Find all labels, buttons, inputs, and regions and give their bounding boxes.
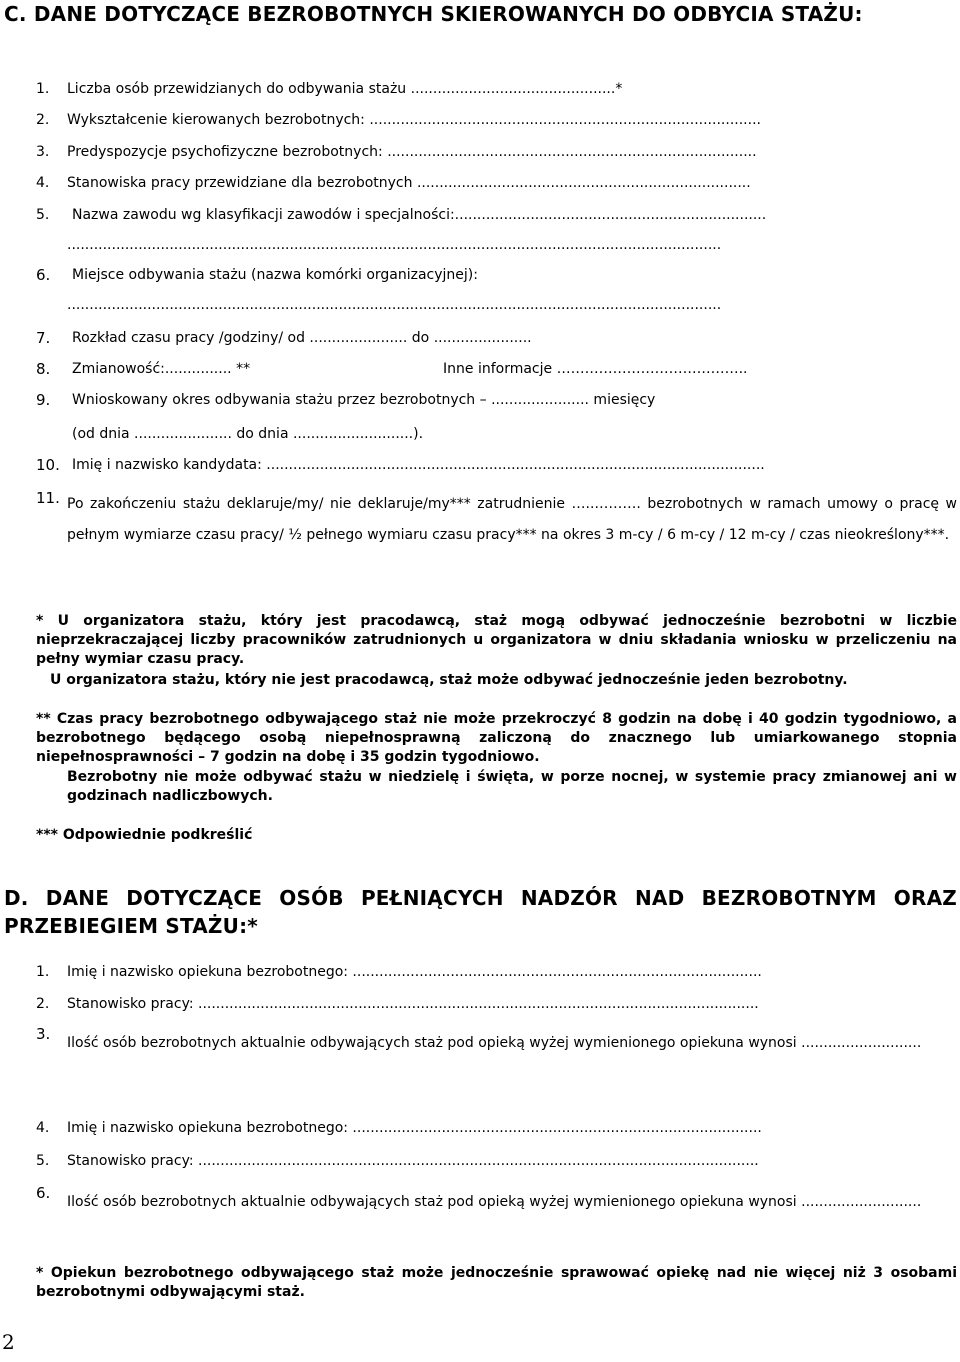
item-c8-text: Zmianowość:............... ** <box>72 361 251 377</box>
item-c3-text: Predyspozycje psychofizyczne bezrobotnych: ................................................................................... <box>67 144 757 160</box>
item-c10-text: Imię i nazwisko kandydata: ................................................................................................................ <box>72 457 765 473</box>
item-c7-text: Rozkład czasu pracy /godziny/ od ...................... do ...................... <box>72 330 532 346</box>
item-c4-text: Stanowiska pracy przewidziane dla bezrobotnych ........................................................................... <box>67 175 751 191</box>
item-d3-num: 3. <box>36 1025 51 1043</box>
item-d4-num: 4. <box>36 1120 50 1136</box>
item-c11-num: 11. <box>36 489 60 507</box>
section-d-title: D. DANE DOTYCZĄCE OSÓB PEŁNIĄCYCH NADZÓR NAD BEZROBOTNYM ORAZ PRZEBIEGIEM STAŻU:* <box>4 886 957 938</box>
item-c6-num: 6. <box>36 266 51 284</box>
item-d5-num: 5. <box>36 1153 50 1169</box>
note-1b: U organizatora stażu, który nie jest pracodawcą, staż może odbywać jednocześnie jeden bezrobotny. <box>50 672 848 688</box>
item-c8-other-info: Inne informacje ………………………………….. <box>443 361 748 377</box>
item-c3-num: 3. <box>36 144 50 160</box>
section-d-note: * Opiekun bezrobotnego odbywającego staż może jednocześnie sprawować opiekę nad nie więcej niż 3 osobami bezrobotnymi odbywającymi staż. <box>36 1265 957 1300</box>
item-c5-continuation: ................................................................................................................................................... <box>67 237 722 253</box>
item-d1-text: Imię i nazwisko opiekuna bezrobotnego: ............................................................................................ <box>67 964 762 980</box>
item-c9-continuation: (od dnia ...................... do dnia ...........................). <box>72 426 424 442</box>
item-c4-num: 4. <box>36 175 50 191</box>
item-c9-text: Wnioskowany okres odbywania stażu przez bezrobotnych – ...................... miesięcy <box>72 392 656 408</box>
item-d3-text: Ilość osób bezrobotnych aktualnie odbywających staż pod opieką wyżej wymienionego opiekuna wynosi ........................... <box>67 1035 922 1051</box>
item-c6-continuation: ................................................................................................................................................... <box>67 297 722 313</box>
section-c-title: C. DANE DOTYCZĄCE BEZROBOTNYCH SKIEROWANYCH DO ODBYCIA STAŻU: <box>4 2 863 26</box>
item-d4-text: Imię i nazwisko opiekuna bezrobotnego: ............................................................................................ <box>67 1120 762 1136</box>
item-c5-num: 5. <box>36 207 50 223</box>
item-c5-text: Nazwa zawodu wg klasyfikacji zawodów i specjalności:...................................................................... <box>72 207 767 223</box>
item-c2-text: Wykształcenie kierowanych bezrobotnych: ........................................................................................ <box>67 112 761 128</box>
item-c11-text: Po zakończeniu stażu deklaruje/my/ nie deklaruje/my*** zatrudnienie …..………. bezrobotnych w ramach umowy o pracę w pełnym wymiarze czasu pracy/ ½ pełnego wymiaru czasu pracy*** na okres 3 m-cy / 6 m-cy / 12 m-cy / czas nieokreślony***. <box>67 496 957 543</box>
note-2b: Bezrobotny nie może odbywać stażu w niedzielę i święta, w porze nocnej, w systemie pracy zmianowej ani w godzinach nadliczbowych. <box>67 769 957 804</box>
item-c7-num: 7. <box>36 329 51 347</box>
item-c1-text: Liczba osób przewidzianych do odbywania stażu ..............................................* <box>67 81 623 97</box>
item-d1-num: 1. <box>36 964 50 980</box>
item-d6-num: 6. <box>36 1184 51 1202</box>
item-c1-num: 1. <box>36 81 50 97</box>
page-number: 2 <box>2 1330 15 1354</box>
item-c2-num: 2. <box>36 112 50 128</box>
item-d5-text: Stanowisko pracy: .............................................................................................................................. <box>67 1153 759 1169</box>
item-d2-text: Stanowisko pracy: .............................................................................................................................. <box>67 996 759 1012</box>
note-2: ** Czas pracy bezrobotnego odbywającego staż nie może przekroczyć 8 godzin na dobę i 40 godzin tygodniowo, a bezrobotnego będącego osobą niepełnosprawną zaliczoną do znacznego lub umiarkowanego stopnia niepełnosprawności – 7 godzin na dobę i 35 godzin tygodniowo. <box>36 711 957 765</box>
note-3: *** Odpowiednie podkreślić <box>36 827 253 843</box>
item-c9-num: 9. <box>36 391 51 409</box>
item-c6-text: Miejsce odbywania stażu (nazwa komórki organizacyjnej): <box>72 267 478 283</box>
item-d2-num: 2. <box>36 996 50 1012</box>
item-c8-num: 8. <box>36 360 51 378</box>
item-d6-text: Ilość osób bezrobotnych aktualnie odbywających staż pod opieką wyżej wymienionego opiekuna wynosi ........................... <box>67 1194 922 1210</box>
item-c10-num: 10. <box>36 456 60 474</box>
note-1: * U organizatora stażu, który jest pracodawcą, staż mogą odbywać jednocześnie bezrobotni w liczbie nieprzekraczającej liczby pracowników zatrudnionych u organizatora w dniu składania wniosku w przeliczeniu na pełny wymiar czasu pracy. <box>36 613 957 667</box>
